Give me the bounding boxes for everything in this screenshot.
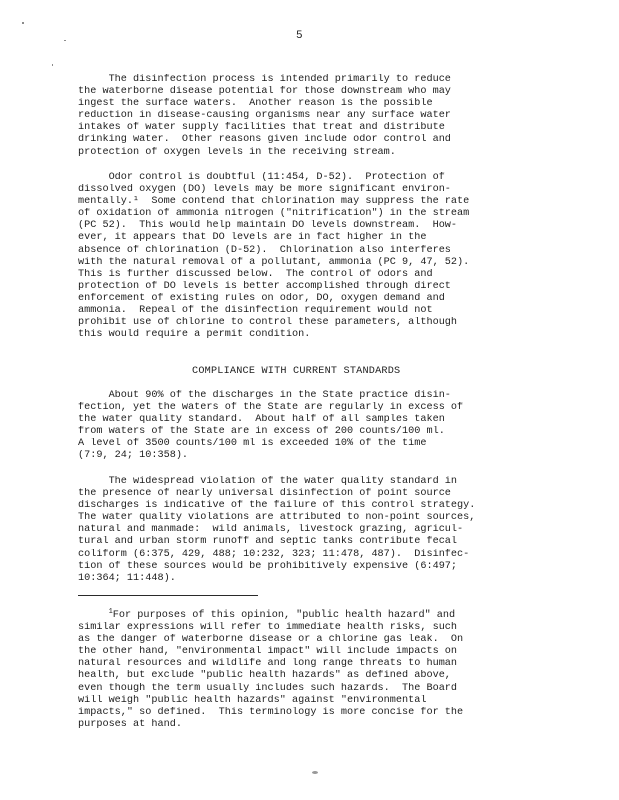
text-line: tural and urban storm runoff and septic tanks contribute fecal (78, 536, 458, 548)
text-line: protection of DO levels is better accomplished through direct (78, 280, 451, 292)
footnote-line: impacts," so defined. This terminology is more concise for the (78, 706, 464, 718)
footnote-divider (78, 595, 258, 596)
footnote-line: even though the term usually includes such hazards. The Board (78, 682, 458, 694)
footnote-line: similar expressions will refer to immediate health risks, such (78, 622, 458, 634)
scan-speck (22, 22, 24, 24)
text-line: coliform (6:375, 429, 488; 10:232, 323; 11:478, 487). Disinfec- (78, 548, 470, 560)
footnote-line: health, but exclude "public health hazards" as defined above, (78, 670, 451, 682)
text-line: enforcement of existing rules on odor, DO, oxygen demand and (78, 292, 445, 304)
text-line: The widespread violation of the water quality standard in (78, 476, 458, 487)
text-line: the water quality standard. About half of all samples taken (78, 414, 445, 426)
text-line: ammonia. Repeal of the disinfection requirement would not (78, 305, 433, 317)
text-line: discharges is indicative of the failure of this control strategy. (78, 500, 476, 512)
text-line: reduction in disease-causing organisms near any surface water (78, 110, 451, 122)
text-line: drinking water. Other reasons given include odor control and (78, 134, 451, 146)
text-line: dissolved oxygen (DO) levels may be more significant environ- (78, 184, 451, 196)
text-line: mentally.¹ Some contend that chlorination may suppress the rate (78, 196, 470, 208)
text-line: of oxidation of ammonia nitrogen ("nitrification") in the stream (78, 208, 470, 220)
footnote-line: purposes at hand. (78, 718, 182, 730)
footnote (78, 606, 548, 731)
scan-speck (52, 64, 53, 66)
footnote-line: will weigh "public health hazards" against "environmental (78, 694, 427, 706)
text-line: ingest the surface waters. Another reason is the possible (78, 98, 433, 110)
footnote-first-line (78, 606, 548, 622)
text-line: The water quality violations are attributed to non-point sources, (78, 512, 476, 524)
text-line: The disinfection process is intended primarily to reduce (78, 74, 451, 85)
text-line: absence of chlorination (D-52). Chlorination also interferes (78, 244, 451, 256)
text-line: from waters of the State are in excess of 200 counts/100 ml. (78, 426, 445, 438)
text-line: natural and manmade: wild animals, livestock grazing, agricul- (78, 524, 464, 536)
footnote-line: the other hand, "environmental impact" will include impacts on (78, 646, 458, 658)
scan-speck (312, 771, 318, 774)
text-line: About 90% of the discharges in the State practice disin- (78, 390, 451, 401)
text-line: ever, it appears that DO levels are in fact higher in the (78, 232, 427, 244)
paragraph-widespread-violation (78, 476, 548, 585)
footnote-body (78, 622, 548, 731)
text-line: (PC 52). This would help maintain DO levels downstream. How- (78, 220, 458, 232)
text-line: prohibit use of chlorine to control these parameters, although (78, 317, 458, 329)
text-line: A level of 3500 counts/100 ml is exceeded 10% of the time (78, 438, 427, 450)
paragraph-odor-control (78, 172, 548, 341)
footnote-first-text: For purposes of this opinion, "public health hazard" and (112, 610, 456, 621)
footnote-line: as the danger of waterborne disease or a chlorine gas leak. On (78, 634, 464, 646)
paragraph-disinfection-purpose (78, 74, 548, 159)
text-line: 10:364; 11:448). (78, 572, 176, 584)
text-line: tion of these sources would be prohibitively expensive (6:497; (78, 560, 458, 572)
paragraph-discharge-statistics (78, 390, 548, 463)
text-line: protection of oxygen levels in the receiving stream. (78, 146, 396, 158)
text-line: Odor control is doubtful (11:454, D-52). Protection of (78, 172, 445, 183)
footnote-line: natural resources and wildlife and long range threats to human (78, 658, 458, 670)
text-line: intakes of water supply facilities that treat and distribute (78, 122, 445, 134)
text-line: This is further discussed below. The control of odors and (78, 268, 433, 280)
scan-speck (64, 40, 66, 41)
section-heading: COMPLIANCE WITH CURRENT STANDARDS (192, 366, 401, 377)
page-number: 5 (296, 30, 303, 42)
text-line: (7:9, 24; 10:358). (78, 450, 189, 462)
text-line: the waterborne disease potential for those downstream who may (78, 86, 451, 98)
text-line: with the natural removal of a pollutant, ammonia (PC 9, 47, 52). (78, 256, 470, 268)
text-line: fection, yet the waters of the State are regularly in excess of (78, 402, 464, 414)
text-line: this would require a permit condition. (78, 329, 311, 341)
footnote-marker: 1 (108, 608, 113, 616)
text-line: the presence of nearly universal disinfection of point source (78, 488, 451, 500)
